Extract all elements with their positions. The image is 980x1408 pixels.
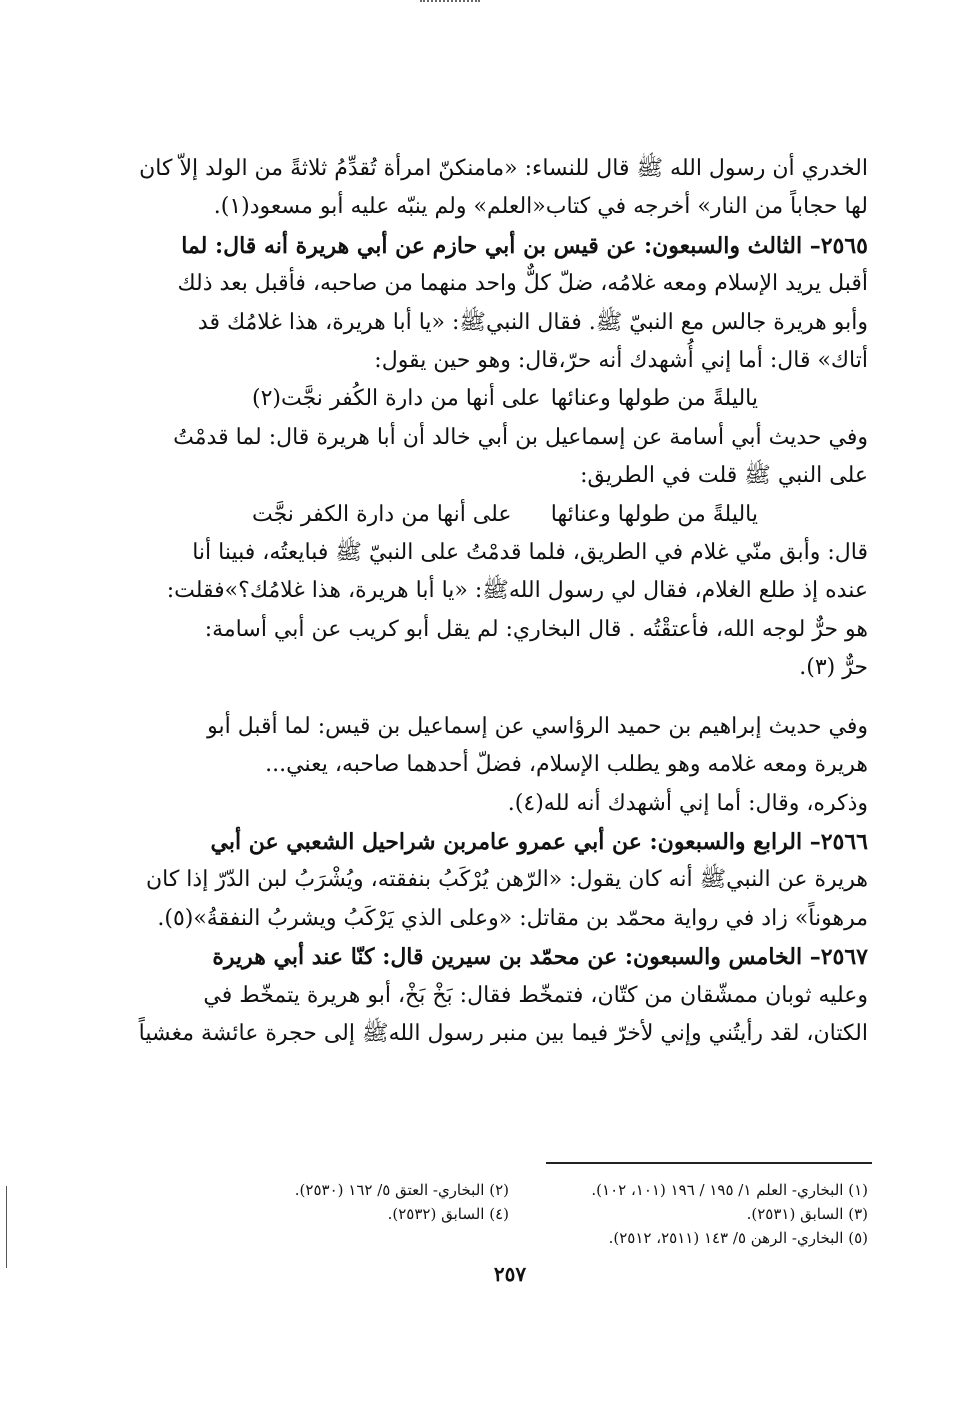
hadith-2567-heading-line: ٢٥٦٧– الخامس والسبعون: عن محمّد بن سيرين قال: كنّا عند أبي هريرة bbox=[212, 944, 868, 971]
page-number: ٢٥٧ bbox=[493, 1262, 527, 1286]
hadith-2566-heading-line: ٢٥٦٦– الرابع والسبعون: عن أبي عمرو عامربن شراحيل الشعبي عن أبي bbox=[210, 828, 868, 855]
text-line: وفي حديث إبراهيم بن حميد الرؤاسي عن إسماعيل بن قيس: لما أقبل أبو bbox=[207, 713, 868, 739]
text-line: لها حجاباً من النار» أخرجه في كتاب«العلم» ولم ينبّه عليه أبو مسعود(١). bbox=[213, 194, 868, 220]
scan-edge-line bbox=[6, 1186, 7, 1268]
text-line: أتاك» قال: أما إني أُشهدك أنه حرّ،قال: وهو حين يقول: bbox=[374, 348, 868, 374]
text-line: هو حرٌّ لوجه الله، فأعتقْتُه . قال البخاري: لم يقل أبو كريب عن أبي أسامة: bbox=[204, 616, 868, 642]
verse-hemistich-left: على أنها من دارة الكُفر نجَّت(٢) bbox=[252, 386, 541, 412]
footnote-separator bbox=[546, 1162, 872, 1164]
text-line: وذكره، وقال: أما إني أشهدك أنه لله(٤). bbox=[507, 790, 868, 816]
top-edge-mark bbox=[420, 0, 480, 8]
footnote-1: (١) البخاري- العلم ١/ ١٩٥ / ١٩٦ (١٠١، ١٠٢). bbox=[591, 1181, 868, 1199]
verse-hemistich-right: ياليلةً من طولها وعنائها bbox=[550, 386, 758, 412]
hadith-2565-heading-line: ٢٥٦٥– الثالث والسبعون: عن قيس بن أبي حازم عن أبي هريرة أنه قال: لما bbox=[181, 232, 868, 259]
text-line: أقبل يريد الإسلام ومعه غلامُه، ضلّ كلٌّ واحد منهما من صاحبه، فأقبل بعد ذلك bbox=[177, 271, 868, 297]
text-line: وأبو هريرة جالس مع النبيّ ﷺ. فقال النبيﷺ: «يا أبا هريرة، هذا غلامُك قد bbox=[197, 309, 868, 335]
poem-verse-1 bbox=[132, 380, 868, 418]
text-line: حرٌّ (٣). bbox=[799, 655, 868, 681]
text-line: على النبي ﷺ قلت في الطريق: bbox=[580, 463, 868, 489]
text-line: هريرة ومعه غلامه وهو يطلب الإسلام، فضلّ أحدهما صاحبه، يعني... bbox=[265, 752, 868, 778]
text-line: عنده إذ طلع الغلام، فقال لي رسول اللهﷺ: «يا أبا هريرة، هذا غلامُك؟»فقلت: bbox=[166, 578, 868, 604]
verse-hemistich-right: ياليلةً من طولها وعنائها bbox=[550, 501, 758, 527]
footnote-2: (٢) البخاري- العتق ٥/ ١٦٢ (٢٥٣٠). bbox=[294, 1181, 509, 1199]
text-line: الكتان، لقد رأيتُني وإني لأخرّ فيما بين منبر رسول اللهﷺ إلى حجرة عائشة مغشياً bbox=[138, 1020, 868, 1046]
text-line: هريرة عن النبيﷺ أنه كان يقول: «الرّهن يُرْكَبُ بنفقته، ويُشْرَبُ لبن الدّرّ إذا كان bbox=[145, 867, 868, 893]
footnote-4: (٤) السابق (٢٥٣٢). bbox=[387, 1205, 509, 1223]
verse-hemistich-left: على أنها من دارة الكفر نجَّت bbox=[252, 501, 512, 527]
text-line: وفي حديث أبي أسامة عن إسماعيل بن أبي خالد أن أبا هريرة قال: لما قدمْتُ bbox=[173, 424, 868, 450]
text-line: قال: وأبق منّي غلام في الطريق، فلما قدمْتُ على النبيّ ﷺ فبايعتُه، فبينا أنا bbox=[192, 540, 868, 566]
main-text bbox=[132, 150, 868, 1053]
poem-verse-2 bbox=[132, 496, 868, 534]
text-line: الخدري أن رسول الله ﷺ قال للنساء: «مامنكنّ امرأة تُقدِّمُ ثلاثةً من الولد إلاّ كان bbox=[139, 156, 868, 181]
text-line: وعليه ثوبان ممشّقان من كتّان، فتمخّط فقال: بَخْ بَخْ، أبو هريرة يتمخّط في bbox=[203, 982, 868, 1008]
footnotes bbox=[150, 1178, 868, 1250]
footnote-3: (٣) السابق (٢٥٣١). bbox=[746, 1205, 868, 1223]
footnote-5: (٥) البخاري- الرهن ٥/ ١٤٣ (٢٥١١، ٢٥١٢). bbox=[608, 1229, 868, 1247]
text-line: مرهوناً» زاد في رواية محمّد بن مقاتل: «وعلى الذي يَرْكَبُ ويشربُ النفقةُ»(٥). bbox=[157, 905, 868, 931]
